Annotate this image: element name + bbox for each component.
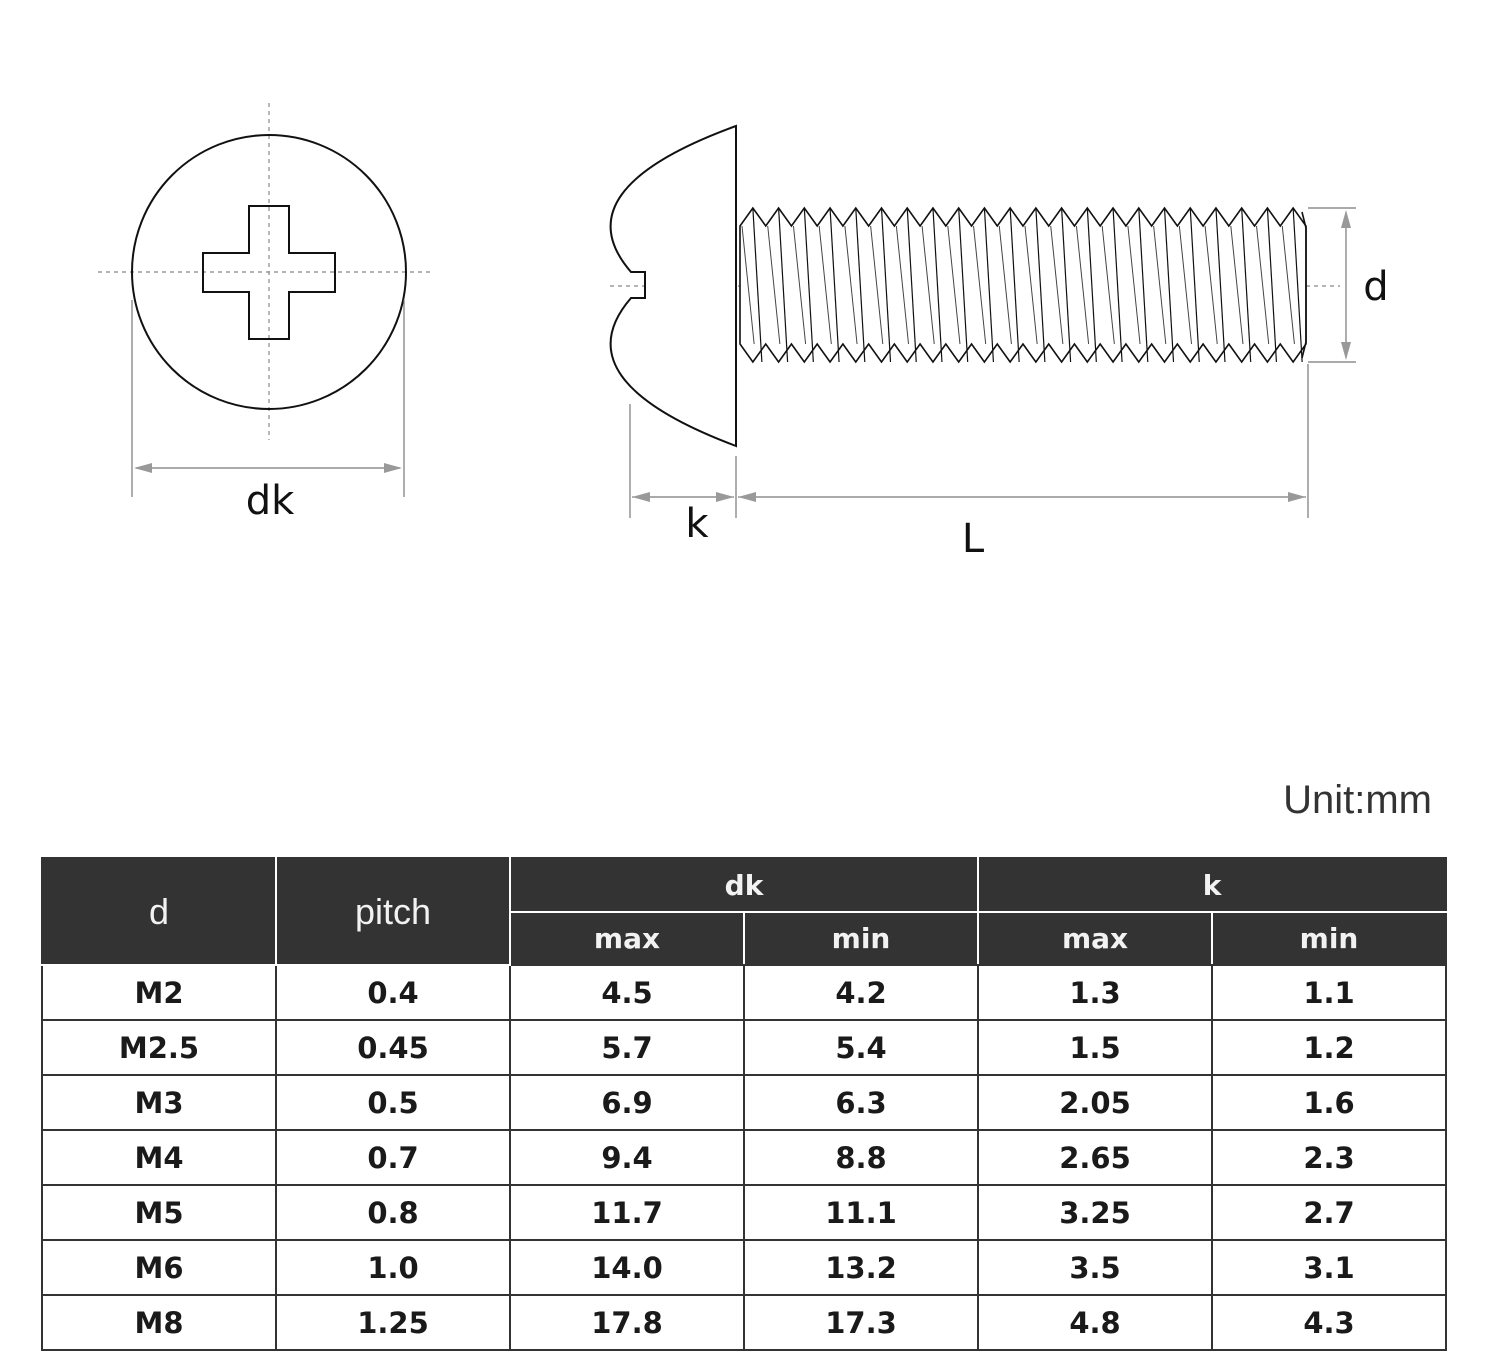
L-label: L — [961, 516, 985, 562]
dk-arrow-right — [384, 463, 402, 473]
d-arrow-top — [1341, 210, 1351, 228]
cell-d: M4 — [42, 1130, 276, 1185]
cell-pitch: 1.25 — [276, 1295, 510, 1350]
table-row — [42, 1075, 1446, 1130]
cell-pitch: 0.7 — [276, 1130, 510, 1185]
cell-k-max: 3.25 — [978, 1185, 1212, 1240]
cell-k-min: 1.2 — [1212, 1020, 1446, 1075]
cell-d: M5 — [42, 1185, 276, 1240]
cell-dk-max: 5.7 — [510, 1020, 744, 1075]
cell-dk-min: 11.1 — [744, 1185, 978, 1240]
cell-d: M2.5 — [42, 1020, 276, 1075]
d-arrow-bottom — [1341, 342, 1351, 360]
cell-dk-max: 17.8 — [510, 1295, 744, 1350]
table-row — [42, 1240, 1446, 1295]
cell-dk-max: 11.7 — [510, 1185, 744, 1240]
k-arrow-right — [716, 492, 734, 502]
dk-label: dk — [245, 478, 295, 524]
cell-dk-min: 13.2 — [744, 1240, 978, 1295]
k-arrow-left — [632, 492, 650, 502]
header-dk-min: min — [744, 912, 978, 965]
cell-d: M3 — [42, 1075, 276, 1130]
header-k-max: max — [978, 912, 1212, 965]
header-dk-max: max — [510, 912, 744, 965]
cell-pitch: 1.0 — [276, 1240, 510, 1295]
L-arrow-left — [738, 492, 756, 502]
cell-k-min: 3.1 — [1212, 1240, 1446, 1295]
screw-side-view — [610, 126, 1389, 562]
cell-pitch: 0.45 — [276, 1020, 510, 1075]
cell-k-min: 4.3 — [1212, 1295, 1446, 1350]
table-row — [42, 965, 1446, 1020]
cell-dk-max: 9.4 — [510, 1130, 744, 1185]
cell-dk-max: 14.0 — [510, 1240, 744, 1295]
cell-pitch: 0.4 — [276, 965, 510, 1020]
cell-k-max: 2.65 — [978, 1130, 1212, 1185]
cell-k-min: 2.7 — [1212, 1185, 1446, 1240]
dk-arrow-left — [134, 463, 152, 473]
head-top-view — [98, 103, 432, 524]
cell-dk-min: 4.2 — [744, 965, 978, 1020]
cell-d: M8 — [42, 1295, 276, 1350]
threaded-shank — [740, 208, 1306, 362]
cell-k-max: 4.8 — [978, 1295, 1212, 1350]
cell-k-max: 1.3 — [978, 965, 1212, 1020]
header-pitch: pitch — [276, 858, 510, 965]
header-k: k — [978, 858, 1446, 912]
header-d: d — [42, 858, 276, 965]
k-label: k — [685, 501, 709, 547]
cell-dk-min: 5.4 — [744, 1020, 978, 1075]
cell-dk-max: 4.5 — [510, 965, 744, 1020]
header-k-min: min — [1212, 912, 1446, 965]
cell-dk-max: 6.9 — [510, 1075, 744, 1130]
cell-k-min: 2.3 — [1212, 1130, 1446, 1185]
unit-label: Unit:mm — [1283, 778, 1432, 822]
cell-k-max: 3.5 — [978, 1240, 1212, 1295]
cell-dk-min: 17.3 — [744, 1295, 978, 1350]
cell-dk-min: 8.8 — [744, 1130, 978, 1185]
table-row — [42, 1185, 1446, 1240]
table-row — [42, 1130, 1446, 1185]
cell-pitch: 0.8 — [276, 1185, 510, 1240]
table-row — [42, 1020, 1446, 1075]
cell-dk-min: 6.3 — [744, 1075, 978, 1130]
cell-pitch: 0.5 — [276, 1075, 510, 1130]
cell-k-min: 1.6 — [1212, 1075, 1446, 1130]
L-arrow-right — [1288, 492, 1306, 502]
cell-d: M6 — [42, 1240, 276, 1295]
table-row — [42, 1295, 1446, 1350]
d-label: d — [1363, 264, 1389, 310]
header-dk: dk — [510, 858, 978, 912]
cell-k-max: 2.05 — [978, 1075, 1212, 1130]
cell-k-max: 1.5 — [978, 1020, 1212, 1075]
dimension-table — [41, 857, 1447, 1351]
cell-k-min: 1.1 — [1212, 965, 1446, 1020]
cell-d: M2 — [42, 965, 276, 1020]
